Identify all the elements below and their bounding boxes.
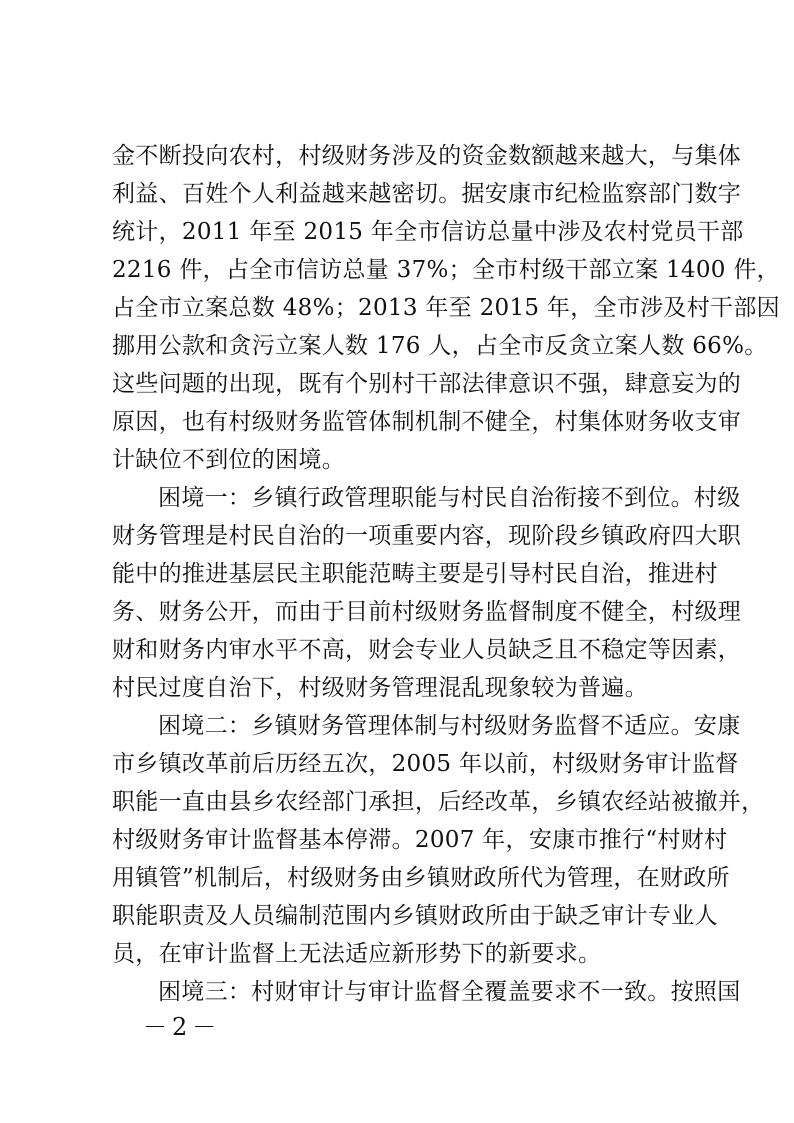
text-line: 计缺位不到位的困境。 bbox=[112, 447, 345, 473]
text-line: 统计，2011 年至 2015 年全市信访总量中涉及农村党员干部 bbox=[112, 219, 744, 245]
page-number: －2－ bbox=[143, 1013, 222, 1041]
text-line: 员，在审计监督上无法适应新形势下的新要求。 bbox=[112, 941, 602, 967]
text-line: 利益、百姓个人利益越来越密切。据安康市纪检监察部门数字 bbox=[112, 181, 742, 207]
text-line: 用镇管”机制后，村级财务由乡镇财政所代为管理，在财政所 bbox=[112, 865, 730, 891]
text-line: 市乡镇改革前后历经五次，2005 年以前，村级财务审计监督 bbox=[112, 751, 739, 777]
text-line: 职能职责及人员编制范围内乡镇财政所由于缺乏审计专业人 bbox=[112, 903, 718, 929]
text-line: 占全市立案总数 48%；2013 年至 2015 年，全市涉及村干部因 bbox=[112, 295, 780, 321]
text-line: 2216 件，占全市信访总量 37%；全市村级干部立案 1400 件， bbox=[112, 257, 780, 283]
paragraph-heading-line: 困境一：乡镇行政管理职能与村民自治衔接不到位。村级 bbox=[158, 485, 741, 511]
text-line: 原因，也有村级财务监管体制机制不健全，村集体财务收支审 bbox=[112, 409, 742, 435]
text-line: 金不断投向农村，村级财务涉及的资金数额越来越大，与集体 bbox=[112, 143, 742, 169]
text-line: 村级财务审计监督基本停滞。2007 年，安康市推行“村财村 bbox=[112, 827, 728, 853]
text-line: 挪用公款和贪污立案人数 176 人，占全市反贪立案人数 66%。 bbox=[112, 333, 768, 359]
text-line: 职能一直由县乡农经部门承担，后经改革，乡镇农经站被撤并， bbox=[112, 789, 765, 815]
text-line: 财务管理是村民自治的一项重要内容，现阶段乡镇政府四大职 bbox=[112, 523, 742, 549]
text-line: 这些问题的出现，既有个别村干部法律意识不强，肆意妄为的 bbox=[112, 371, 742, 397]
text-line: 务、财务公开，而由于目前村级财务监督制度不健全，村级理 bbox=[112, 599, 742, 625]
text-line: 村民过度自治下，村级财务管理混乱现象较为普遍。 bbox=[112, 675, 648, 701]
paragraph-heading-line: 困境三：村财审计与审计监督全覆盖要求不一致。按照国 bbox=[158, 979, 741, 1005]
text-line: 能中的推进基层民主职能范畴主要是引导村民自治，推进村 bbox=[112, 561, 718, 587]
text-line: 财和财务内审水平不高，财会专业人员缺乏且不稳定等因素， bbox=[112, 637, 742, 663]
paragraph-heading-line: 困境二：乡镇财务管理体制与村级财务监督不适应。安康 bbox=[158, 713, 741, 739]
